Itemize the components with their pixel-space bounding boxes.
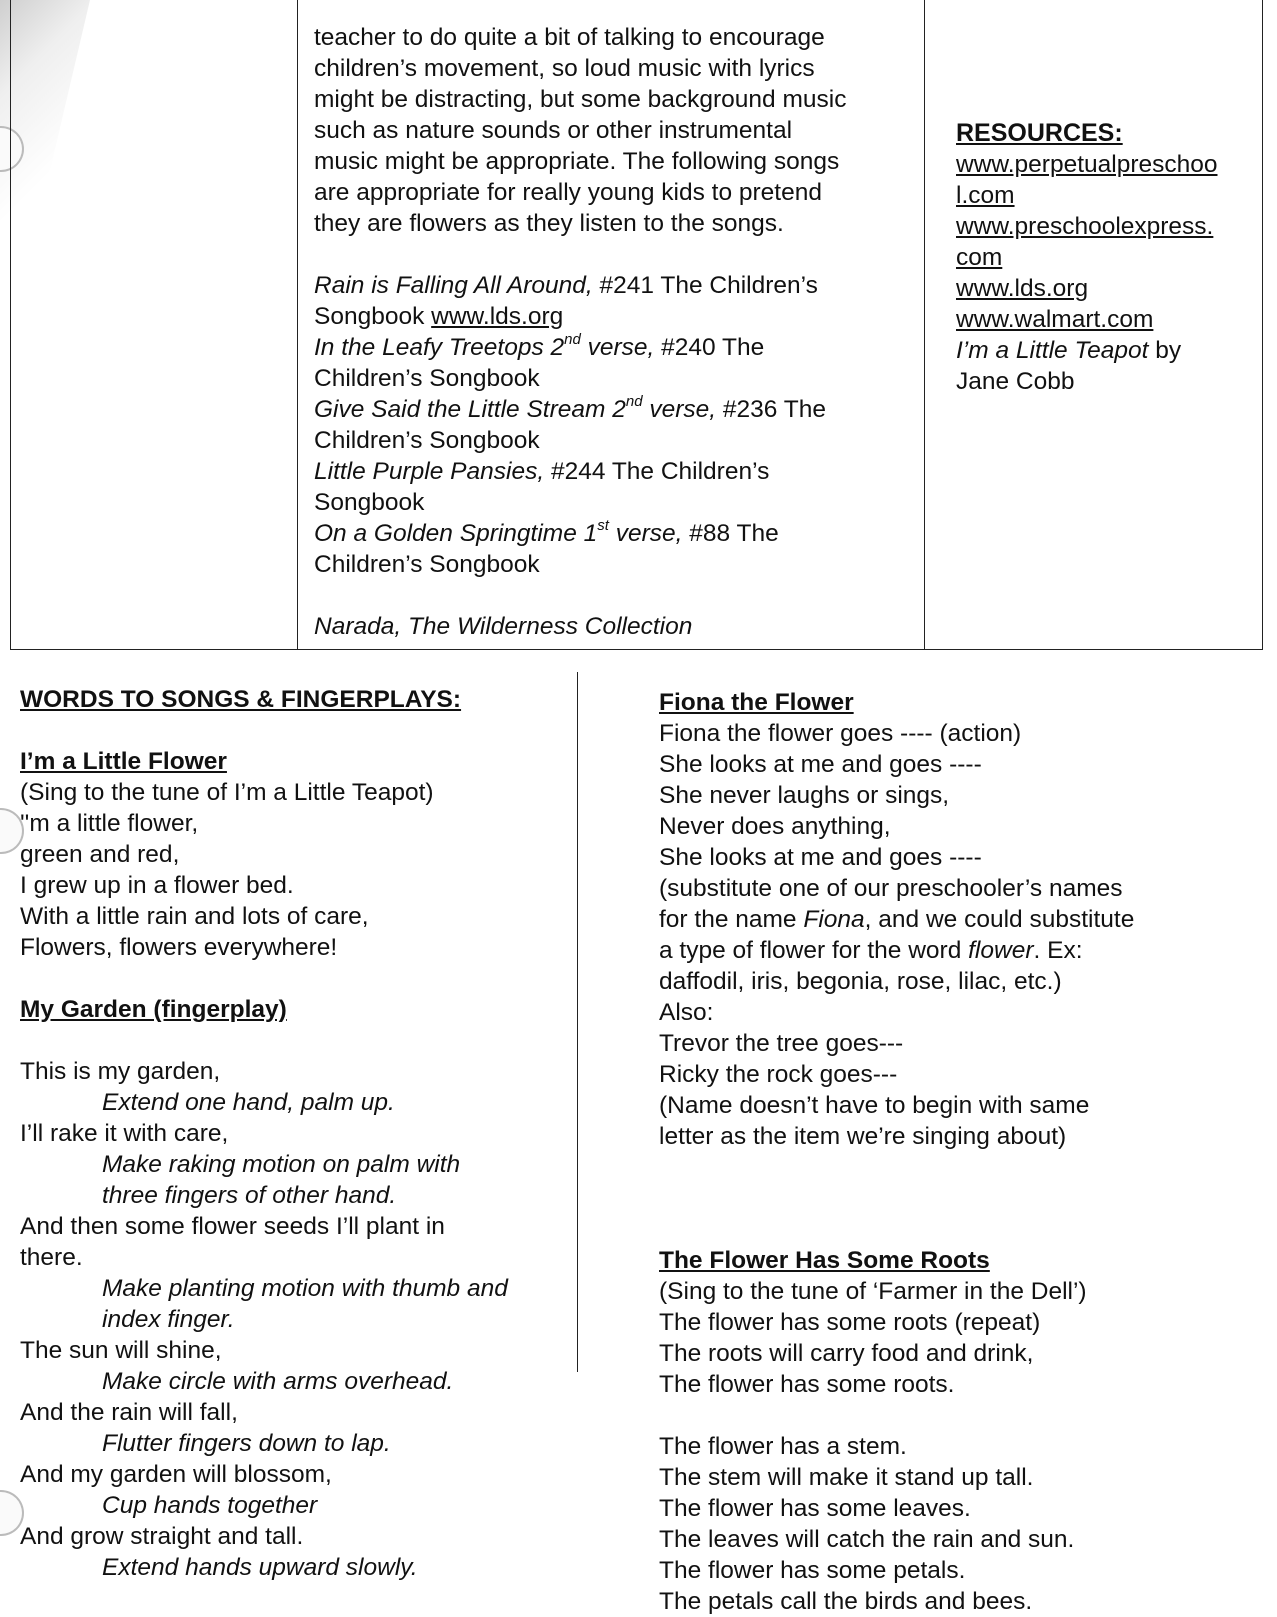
song-entry-cont: Songbook www.lds.org [314,303,564,330]
right-column [659,687,1259,1617]
song-line: She looks at me and goes ---- [659,751,982,778]
song-line: Flowers, flowers everywhere! [20,934,338,961]
song-line: The flower has some roots. [659,1371,955,1398]
song-title: My Garden (fingerplay) [20,996,287,1023]
fingerplay-line: I’ll rake it with care, [20,1120,229,1147]
song-line: The flower has some roots (repeat) [659,1309,1041,1336]
song-line: Ricky the rock goes--- [659,1061,898,1088]
fingerplay-action: Flutter fingers down to lap. [102,1430,391,1457]
section-heading: WORDS TO SONGS & FINGERPLAYS: [20,686,462,713]
text-line: music might be appropriate. The following songs [314,148,840,175]
fingerplay-line: The sun will shine, [20,1337,222,1364]
fingerplay-line: And my garden will blossom, [20,1461,332,1488]
song-title: The Flower Has Some Roots [659,1247,990,1274]
song-entry-cont: Children’s Songbook [314,427,540,454]
song-entry-cont: Children’s Songbook [314,365,540,392]
resource-link[interactable]: www.preschoolexpress. [956,213,1214,240]
text-line: children’s movement, so loud music with lyrics [314,55,815,82]
fingerplay-line: there. [20,1244,83,1271]
song-line: The roots will carry food and drink, [659,1340,1034,1367]
text-line: such as nature sounds or other instrumental [314,117,793,144]
resource-link[interactable]: www.lds.org [956,275,1089,302]
lds-link[interactable]: www.lds.org [431,303,564,330]
fingerplay-line: This is my garden, [20,1058,221,1085]
song-line: for the name Fiona, and we could substitute [659,906,1135,933]
resource-link[interactable]: www.walmart.com [956,306,1154,333]
fingerplay-action: Make circle with arms overhead. [102,1368,454,1395]
song-line: daffodil, iris, begonia, rose, lilac, etc.) [659,968,1062,995]
song-entry: Little Purple Pansies, #244 The Children’s [314,458,770,485]
song-line: Trevor the tree goes--- [659,1030,904,1057]
song-line: I grew up in a flower bed. [20,872,294,899]
song-line: The stem will make it stand up tall. [659,1464,1034,1491]
fingerplay-action: Extend one hand, palm up. [102,1089,395,1116]
fingerplay-action: Cup hands together [102,1492,318,1519]
song-line: (Sing to the tune of I’m a Little Teapot) [20,779,434,806]
song-entry: On a Golden Springtime 1st verse, #88 The [314,516,779,547]
song-line: The leaves will catch the rain and sun. [659,1526,1075,1553]
text-line: might be distracting, but some background music [314,86,847,113]
fingerplay-action: Make planting motion with thumb and [102,1275,508,1302]
fingerplay-lines [20,1056,580,1583]
resource-book: I’m a Little Teapot by [956,337,1182,364]
fingerplay-action: Extend hands upward slowly. [102,1554,418,1581]
song-title: I’m a Little Flower [20,748,227,775]
fingerplay-action: three fingers of other hand. [102,1182,397,1209]
song-line: The flower has a stem. [659,1433,907,1460]
song-line: (Name doesn’t have to begin with same [659,1092,1090,1119]
text-line: they are flowers as they listen to the songs. [314,210,784,237]
fingerplay-line: And then some flower seeds I’ll plant in [20,1213,445,1240]
resources-heading: RESOURCES: [956,119,1123,147]
song-line: She never laughs or sings, [659,782,950,809]
song-line: (substitute one of our preschooler’s names [659,875,1123,902]
left-column [20,684,580,1583]
music-cell [314,22,924,642]
song-line: The petals call the birds and bees. [659,1588,1033,1615]
song-line: ''m a little flower, [20,810,199,837]
song-line: With a little rain and lots of care, [20,903,369,930]
song-title: Fiona the Flower [659,689,854,716]
resource-link[interactable]: com [956,244,1003,271]
text-line: teacher to do quite a bit of talking to encourage [314,24,825,51]
song-entry: In the Leafy Treetops 2nd verse, #240 The [314,330,765,361]
fingerplay-action: Make raking motion on palm with [102,1151,461,1178]
song-line: The flower has some petals. [659,1557,966,1584]
song-line: letter as the item we’re singing about) [659,1123,1067,1150]
song-line: (Sing to the tune of ‘Farmer in the Dell’) [659,1278,1087,1305]
song-line: green and red, [20,841,180,868]
resource-link[interactable]: l.com [956,182,1015,209]
song-line: The flower has some leaves. [659,1495,971,1522]
song-line: Fiona the flower goes ---- (action) [659,720,1022,747]
fingerplay-action: index finger. [102,1306,235,1333]
fingerplay-line: And the rain will fall, [20,1399,238,1426]
fingerplay-line: And grow straight and tall. [20,1523,304,1550]
song-line: Also: [659,999,714,1026]
song-entry: Give Said the Little Stream 2nd verse, #236 The [314,392,826,423]
resources-cell [956,117,1256,397]
text-line: are appropriate for really young kids to pretend [314,179,822,206]
song-entry-cont: Children’s Songbook [314,551,540,578]
resource-link[interactable]: www.perpetualpreschoo [956,151,1218,178]
table-column-divider [924,0,925,649]
song-line: She looks at me and goes ---- [659,844,982,871]
resource-author: Jane Cobb [956,368,1075,395]
table-column-divider [297,0,298,649]
song-line: a type of flower for the word flower. Ex: [659,937,1083,964]
song-entry-cont: Songbook [314,489,425,516]
song-entry: Rain is Falling All Around, #241 The Children’s [314,272,818,299]
narada-entry: Narada, The Wilderness Collection [314,613,693,640]
song-line: Never does anything, [659,813,891,840]
